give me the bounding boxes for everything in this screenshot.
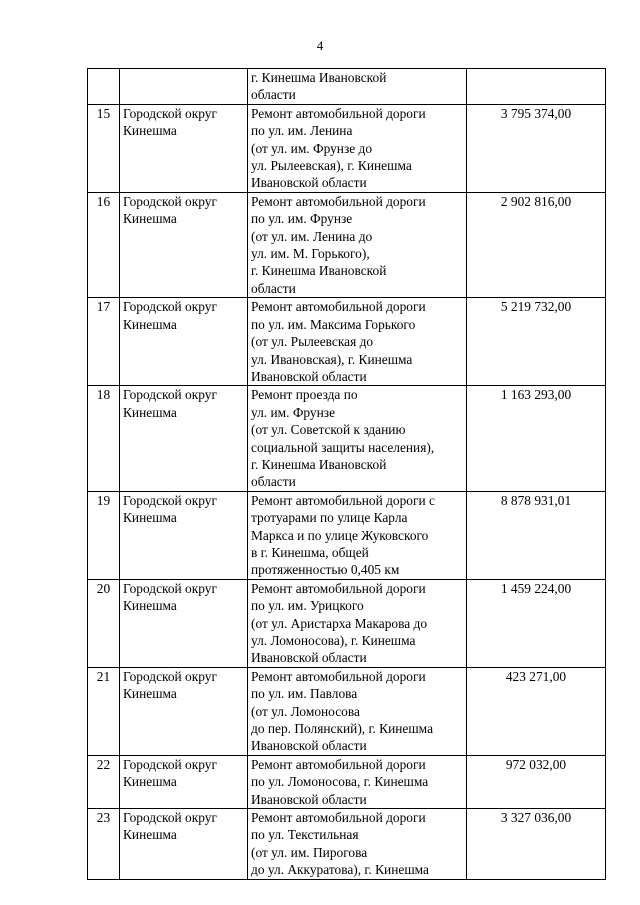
row-number: 22 bbox=[88, 755, 120, 808]
municipality-cell bbox=[120, 298, 248, 386]
municipality-cell bbox=[120, 386, 248, 491]
object-description-line: Ремонт автомобильной дороги bbox=[251, 105, 426, 121]
object-description-line: социальной защиты населения), bbox=[251, 439, 435, 455]
object-description-cell bbox=[248, 579, 467, 667]
object-description-line: (от ул. им. Пирогова bbox=[251, 844, 368, 860]
municipality-cell bbox=[120, 192, 248, 297]
municipality-line: Городской округ bbox=[123, 387, 217, 403]
municipality-line: Городской округ bbox=[123, 492, 217, 508]
object-description-cell bbox=[248, 809, 467, 880]
object-description-line: по ул. им. Павлова bbox=[251, 686, 358, 702]
object-description-line: по ул. Ломоносова, г. Кинешма bbox=[251, 774, 429, 790]
object-description-line: Ремонт автомобильной дороги bbox=[251, 756, 426, 772]
row-number: 19 bbox=[88, 491, 120, 579]
object-description-line: (от ул. Аристарха Макарова до bbox=[251, 615, 428, 631]
municipality-line: Городской округ bbox=[123, 810, 217, 826]
amount-cell: 2 902 816,00 bbox=[467, 192, 606, 297]
table-row bbox=[88, 192, 606, 297]
object-description-line: Ремонт автомобильной дороги bbox=[251, 668, 426, 684]
municipality-line: Городской округ bbox=[123, 756, 217, 772]
object-description-line: (от ул. им. Фрунзе до bbox=[251, 140, 373, 156]
municipality-line: Кинешма bbox=[123, 404, 177, 420]
table-row bbox=[88, 104, 606, 192]
object-description-line: ул. им. М. Горького), bbox=[251, 246, 370, 262]
object-description-line: по ул. им. Максима Горького bbox=[251, 316, 416, 332]
municipality-line: Городской округ bbox=[123, 299, 217, 315]
row-number: 17 bbox=[88, 298, 120, 386]
object-description-line: области bbox=[251, 280, 296, 296]
municipality-line: Кинешма bbox=[123, 827, 177, 843]
municipality-line: Городской округ bbox=[123, 580, 217, 596]
object-description-line: Ремонт автомобильной дороги bbox=[251, 810, 426, 826]
table-row bbox=[88, 755, 606, 808]
object-description-line: ул. Рылеевская), г. Кинешма bbox=[251, 158, 412, 174]
road-repair-table bbox=[87, 68, 606, 880]
amount-cell: 1 163 293,00 bbox=[467, 386, 606, 491]
municipality-cell bbox=[120, 491, 248, 579]
object-description-cell bbox=[248, 667, 467, 755]
amount-cell: 972 032,00 bbox=[467, 755, 606, 808]
object-description-line: области bbox=[251, 87, 296, 103]
page-number: 4 bbox=[316, 38, 324, 53]
object-description-line: до ул. Аккуратова), г. Кинешма bbox=[251, 862, 429, 878]
object-description-line: Ивановской области bbox=[251, 791, 367, 807]
object-description-line: ул. им. Фрунзе bbox=[251, 404, 336, 420]
object-description-line: Ремонт автомобильной дороги с bbox=[251, 492, 435, 508]
row-number: 15 bbox=[88, 104, 120, 192]
object-description-line: области bbox=[251, 474, 296, 490]
object-description-line: Маркса и по улице Жуковского bbox=[251, 527, 429, 543]
object-description-line: Ивановской области bbox=[251, 738, 367, 754]
municipality-cell bbox=[120, 579, 248, 667]
object-description-line: протяженностью 0,405 км bbox=[251, 562, 400, 578]
row-number: 20 bbox=[88, 579, 120, 667]
amount-cell: 3 795 374,00 bbox=[467, 104, 606, 192]
municipality-line: Городской округ bbox=[123, 105, 217, 121]
municipality-line: Кинешма bbox=[123, 510, 177, 526]
object-description-line: ул. Ивановская), г. Кинешма bbox=[251, 351, 413, 367]
object-description-line: Ремонт проезда по bbox=[251, 387, 358, 403]
object-description-cell bbox=[248, 104, 467, 192]
amount-cell: 3 327 036,00 bbox=[467, 809, 606, 880]
object-description-line: Ивановской области bbox=[251, 368, 367, 384]
municipality-line: Городской округ bbox=[123, 193, 217, 209]
amount-cell: 5 219 732,00 bbox=[467, 298, 606, 386]
municipality-line: Кинешма bbox=[123, 774, 177, 790]
object-description-line: (от ул. Советской к зданию bbox=[251, 422, 406, 438]
object-description-line: г. Кинешма Ивановской bbox=[251, 263, 387, 279]
row-number bbox=[88, 69, 120, 105]
table-row bbox=[88, 579, 606, 667]
object-description-line: (от ул. им. Ленина до bbox=[251, 228, 373, 244]
object-description-cell bbox=[248, 69, 467, 105]
table-row bbox=[88, 491, 606, 579]
row-number: 16 bbox=[88, 192, 120, 297]
table-row bbox=[88, 298, 606, 386]
table-row bbox=[88, 809, 606, 880]
object-description-line: до пер. Полянский), г. Кинешма bbox=[251, 721, 434, 737]
municipality-line: Кинешма bbox=[123, 598, 177, 614]
municipality-line: Кинешма bbox=[123, 123, 177, 139]
municipality-cell bbox=[120, 809, 248, 880]
amount-cell: 423 271,00 bbox=[467, 667, 606, 755]
municipality-line: Кинешма bbox=[123, 316, 177, 332]
object-description-cell bbox=[248, 298, 467, 386]
municipality-line: Городской округ bbox=[123, 668, 217, 684]
table-body bbox=[88, 69, 606, 880]
object-description-line: Ремонт автомобильной дороги bbox=[251, 299, 426, 315]
municipality-cell bbox=[120, 755, 248, 808]
object-description-line: г. Кинешма Ивановской bbox=[251, 70, 387, 85]
row-number: 18 bbox=[88, 386, 120, 491]
row-number: 21 bbox=[88, 667, 120, 755]
municipality-cell bbox=[120, 69, 248, 105]
object-description-line: Ивановской области bbox=[251, 175, 367, 191]
row-number: 23 bbox=[88, 809, 120, 880]
object-description-line: Ремонт автомобильной дороги bbox=[251, 580, 426, 596]
object-description-line: в г. Кинешма, общей bbox=[251, 544, 369, 560]
object-description-line: Ивановской области bbox=[251, 650, 367, 666]
municipality-cell bbox=[120, 667, 248, 755]
amount-cell: 1 459 224,00 bbox=[467, 579, 606, 667]
table-row bbox=[88, 386, 606, 491]
object-description-line: по ул. Текстильная bbox=[251, 827, 359, 843]
object-description-cell bbox=[248, 491, 467, 579]
object-description-line: (от ул. Ломоносова bbox=[251, 703, 360, 719]
object-description-line: ул. Ломоносова), г. Кинешма bbox=[251, 633, 416, 648]
object-description-cell bbox=[248, 755, 467, 808]
object-description-cell bbox=[248, 192, 467, 297]
object-description-line: г. Кинешма Ивановской bbox=[251, 456, 387, 472]
object-description-line: по ул. им. Ленина bbox=[251, 123, 353, 139]
object-description-line: по ул. им. Урицкого bbox=[251, 598, 364, 614]
municipality-line: Кинешма bbox=[123, 686, 177, 702]
object-description-cell bbox=[248, 386, 467, 491]
table-row bbox=[88, 69, 606, 105]
amount-cell: 8 878 931,01 bbox=[467, 491, 606, 579]
object-description-line: по ул. им. Фрунзе bbox=[251, 211, 353, 227]
object-description-line: тротуарами по улице Карла bbox=[251, 510, 408, 526]
object-description-line: Ремонт автомобильной дороги bbox=[251, 193, 426, 209]
municipality-cell bbox=[120, 104, 248, 192]
object-description-line: (от ул. Рылеевская до bbox=[251, 334, 374, 350]
amount-cell bbox=[467, 69, 606, 105]
table-row bbox=[88, 667, 606, 755]
municipality-line: Кинешма bbox=[123, 211, 177, 227]
